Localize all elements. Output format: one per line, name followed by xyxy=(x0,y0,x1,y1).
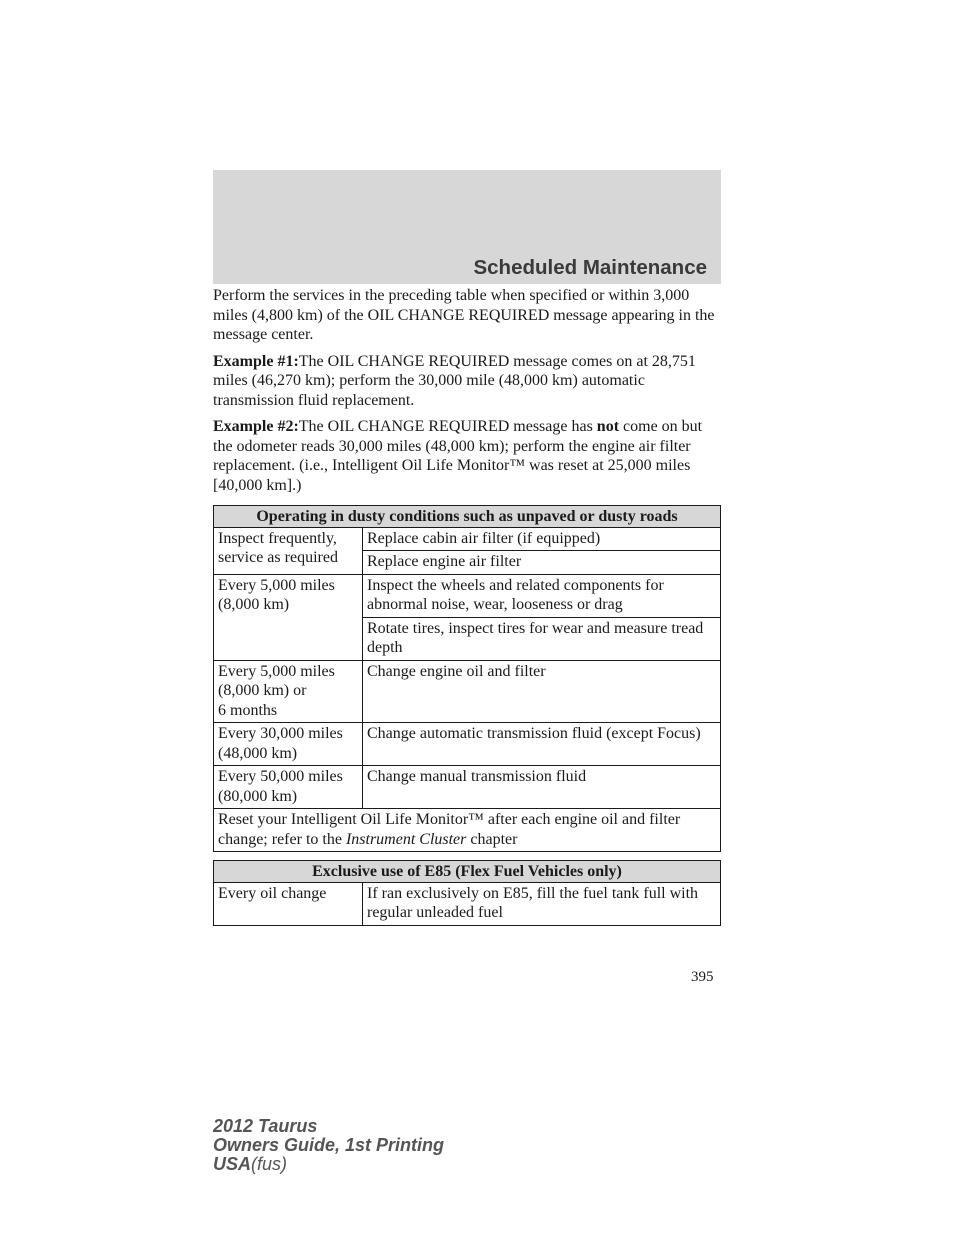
example-2-text-after: come on but the odometer reads 30,000 miles (48,000 km); perform the engine air filter replacement. (i.e., Intelligent Oil Life Monitor™ was reset at 25,000 miles [40,000 km].) xyxy=(213,418,703,494)
interval-line: Every 5,000 miles xyxy=(218,662,335,680)
example-2-emphasis: not xyxy=(596,418,620,435)
example-2-label: Example #2: xyxy=(213,418,299,435)
table-row xyxy=(214,574,721,617)
task-cell: If ran exclusively on E85, fill the fuel tank full with regular unleaded fuel xyxy=(363,882,721,925)
footer-code: (fus) xyxy=(251,1154,288,1174)
example-1-label: Example #1: xyxy=(213,352,299,370)
task-cell: Change manual transmission fluid xyxy=(363,766,721,809)
footer-guide: Owners Guide, 1st Printing xyxy=(213,1135,445,1155)
page-number: 395 xyxy=(691,969,714,985)
example-1-paragraph xyxy=(213,352,721,411)
interval-cell: Every oil change xyxy=(214,882,363,925)
table-row xyxy=(214,723,721,766)
interval-line: 6 months xyxy=(218,701,278,719)
task-cell: Replace cabin air filter (if equipped) xyxy=(363,527,721,551)
table-row xyxy=(214,766,721,809)
interval-cell: Inspect frequently, service as required xyxy=(214,527,363,574)
task-cell: Rotate tires, inspect tires for wear and measure tread depth xyxy=(363,617,721,660)
interval-cell: Every 5,000 miles (8,000 km) xyxy=(214,574,363,660)
interval-line: (8,000 km) or xyxy=(218,682,307,699)
interval-cell xyxy=(214,660,363,723)
example-2-paragraph xyxy=(213,417,721,495)
example-2-text-before: The OIL CHANGE REQUIRED message has xyxy=(298,418,597,435)
reset-note-cell xyxy=(214,809,721,852)
chapter-reference: Instrument Cluster xyxy=(345,830,467,848)
e85-table xyxy=(213,860,721,926)
table-row xyxy=(214,660,721,723)
page-content xyxy=(213,286,721,926)
dusty-conditions-table xyxy=(213,505,721,852)
print-footer xyxy=(213,1117,444,1174)
task-cell: Change engine oil and filter xyxy=(363,660,721,723)
section-header-band xyxy=(213,170,721,284)
task-cell: Replace engine air filter xyxy=(363,551,721,575)
intro-paragraph: Perform the services in the preceding table when specified or within 3,000 miles (4,800 km) of the OIL CHANGE REQUIRED message appearing in the message center. xyxy=(213,287,715,343)
reset-note-end: chapter xyxy=(466,830,518,848)
section-title: Scheduled Maintenance xyxy=(473,256,707,279)
interval-cell: Every 30,000 miles (48,000 km) xyxy=(214,723,363,766)
task-cell: Inspect the wheels and related components for abnormal noise, wear, looseness or drag xyxy=(363,574,721,617)
table-row xyxy=(214,809,721,852)
table-row xyxy=(214,527,721,551)
table-row xyxy=(214,882,721,925)
example-1-text: The OIL CHANGE REQUIRED message comes on at 28,751 miles (46,270 km); perform the 30,000 mile (48,000 km) automatic transmission fluid replacement. xyxy=(213,352,696,409)
footer-region xyxy=(213,1155,444,1174)
dusty-table-header: Operating in dusty conditions such as unpaved or dusty roads xyxy=(214,506,721,528)
footer-model: 2012 Taurus xyxy=(213,1116,318,1136)
task-cell: Change automatic transmission fluid (except Focus) xyxy=(363,723,721,766)
footer-country: USA xyxy=(213,1154,252,1174)
reset-note-text: Reset your Intelligent Oil Life Monitor™ after each engine oil and filter change; refer to the xyxy=(218,811,681,848)
e85-table-header: Exclusive use of E85 (Flex Fuel Vehicles only) xyxy=(214,861,721,883)
interval-cell: Every 50,000 miles (80,000 km) xyxy=(214,766,363,809)
